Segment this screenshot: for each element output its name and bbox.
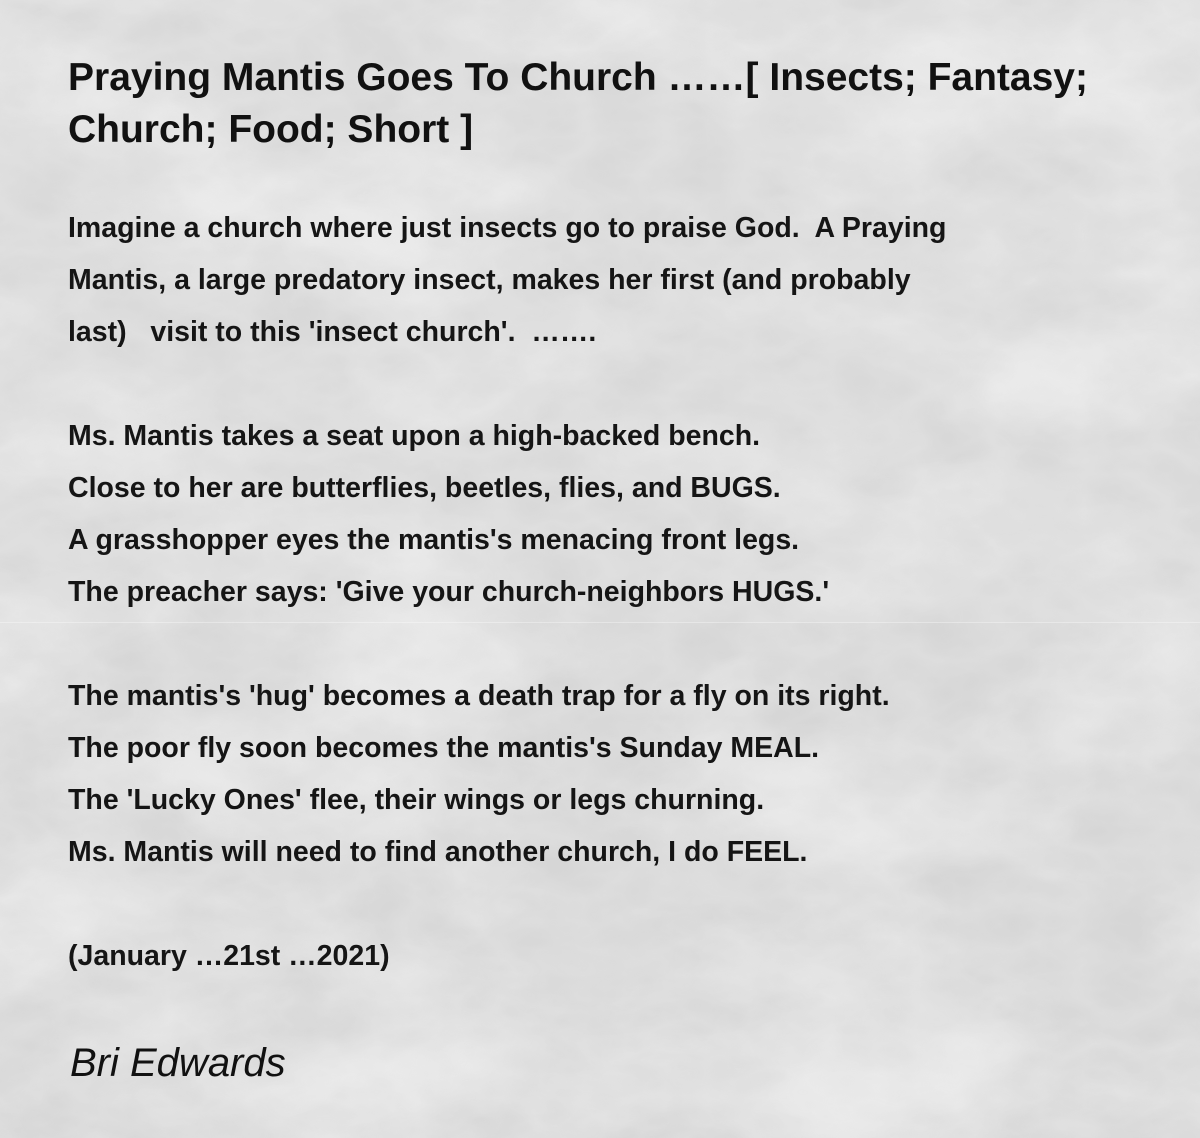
stanza-line: Ms. Mantis will need to find another church, I do FEEL. [68, 836, 808, 868]
poem-author: Bri Edwards [70, 1041, 286, 1085]
stanza-gap [68, 618, 1148, 670]
stanza-line: The 'Lucky Ones' flee, their wings or legs churning. [68, 784, 765, 816]
intro-line: Mantis, a large predatory insect, makes her first (and probably [68, 264, 911, 296]
stanza-line: Close to her are butterflies, beetles, flies, and BUGS. [68, 472, 781, 504]
stanza-line: The mantis's 'hug' becomes a death trap for a fly on its right. [68, 680, 890, 712]
poem-body [68, 202, 1148, 982]
intro-line: last) visit to this 'insect church'. ……. [68, 316, 597, 348]
poem-title: Praying Mantis Goes To Church ……[ Insects; Fantasy; Church; Food; Short ] [68, 56, 1088, 151]
stanza-gap [68, 878, 1148, 930]
stanza-line: Ms. Mantis takes a seat upon a high-backed bench. [68, 420, 761, 452]
poem-date: (January …21st …2021) [68, 940, 390, 972]
stanza-line: The preacher says: 'Give your church-neighbors HUGS.' [68, 576, 830, 608]
intro-line: Imagine a church where just insects go to praise God. A Praying [68, 212, 947, 244]
stanza-line: The poor fly soon becomes the mantis's Sunday MEAL. [68, 732, 820, 764]
stanza-gap [68, 358, 1148, 410]
stanza-line: A grasshopper eyes the mantis's menacing front legs. [68, 524, 800, 556]
